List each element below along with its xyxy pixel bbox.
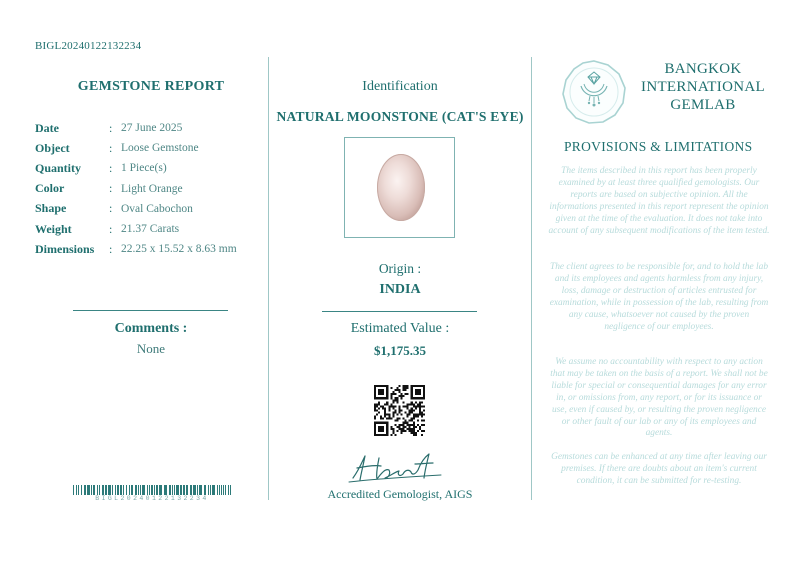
provisions-paragraph: Gemstones can be enhanced at any time after leaving our premises. If there are doubts about an item's current condition, it can be submitted for re-testing. <box>551 452 767 486</box>
detail-row-weight <box>35 219 237 239</box>
report-title: GEMSTONE REPORT <box>77 79 225 94</box>
origin-value: INDIA <box>379 282 421 297</box>
detail-label: Weight <box>35 221 72 236</box>
divider-right <box>531 57 532 500</box>
detail-row-object <box>35 138 237 158</box>
provisions-title: PROVISIONS & LIMITATIONS <box>564 139 753 154</box>
detail-value: 1 Piece(s) <box>121 162 167 175</box>
detail-row-date <box>35 118 237 138</box>
detail-row-dimensions <box>35 239 237 259</box>
provisions-paragraph: We assume no accountability with respect to any action that may be taken on the basis of a report. We shall not be liable for special or consequential damages for any error in, or omissions from, any report, or for its issuance or use, even if caused by, or resulting the proven negligence or other fault of our lab or any of its employees and agents. <box>550 357 768 439</box>
identification-title: Identification <box>362 79 438 94</box>
origin-label: Origin : <box>378 261 422 276</box>
detail-separator: : <box>109 241 113 256</box>
detail-value: Loose Gemstone <box>121 142 199 155</box>
lab-logo-seal <box>559 59 629 125</box>
gem-photo <box>377 154 425 221</box>
details-table <box>35 118 237 259</box>
provisions-paragraph: The client agrees to be responsible for, and to hold the lab and its employees and agents harmless from any injury, loss, damage or destruction of articles entrusted for examination, while in possession of the lab, resulting from any cause, whatsoever not caused by the proven negligence of our employees. <box>549 262 769 332</box>
detail-label: Quantity <box>35 160 82 175</box>
provisions-paragraph: The items described in this report has been properly examined by at least three qualified gemologists. Our reports are based on subjective opinion. All the informations presented in this report represent the opinion given at the time of the evaluation. It does not take into account of any subsequent modifications of the item tested. <box>548 166 770 236</box>
comments-rule <box>73 310 228 311</box>
lab-name <box>628 60 778 114</box>
gem-name: NATURAL MOONSTONE (CAT'S EYE) <box>276 109 524 124</box>
detail-label: Color <box>35 181 65 196</box>
detail-value: Light Orange <box>121 182 183 195</box>
barcode <box>73 485 231 495</box>
detail-label: Object <box>35 140 70 155</box>
estimated-value-label: Estimated Value : <box>350 321 450 336</box>
detail-separator: : <box>109 221 113 236</box>
detail-row-color <box>35 179 237 199</box>
lab-name-line: BANGKOK <box>664 61 742 77</box>
signature-image <box>345 448 445 488</box>
detail-separator: : <box>109 160 113 175</box>
detail-row-shape <box>35 199 237 219</box>
detail-value: 22.25 x 15.52 x 8.63 mm <box>121 243 237 256</box>
lab-name-line: INTERNATIONAL <box>641 79 765 95</box>
estimated-value-amount: $1,175.35 <box>374 343 426 358</box>
detail-label: Date <box>35 120 59 135</box>
detail-separator: : <box>109 140 113 155</box>
comments-label: Comments : <box>114 321 188 336</box>
report-id: BIGL20240122132234 <box>35 40 142 52</box>
qr-code-icon <box>374 385 425 436</box>
detail-value: Oval Cabochon <box>121 202 193 215</box>
detail-separator: : <box>109 181 113 196</box>
lab-name-line: GEMLAB <box>670 97 736 113</box>
detail-value: 21.37 Carats <box>121 223 180 236</box>
gemologist-title: Accredited Gemologist, AIGS <box>327 487 473 501</box>
origin-rule <box>322 311 477 312</box>
gem-photo-frame <box>344 137 455 238</box>
comments-value: None <box>136 341 166 356</box>
barcode-text: BIGL20240122132234 <box>95 495 209 502</box>
detail-row-quantity <box>35 158 237 178</box>
detail-separator: : <box>109 120 113 135</box>
detail-label: Shape <box>35 201 67 216</box>
detail-label: Dimensions <box>35 241 95 256</box>
detail-value: 27 June 2025 <box>121 122 183 135</box>
detail-separator: : <box>109 201 113 216</box>
divider-left <box>268 57 269 500</box>
